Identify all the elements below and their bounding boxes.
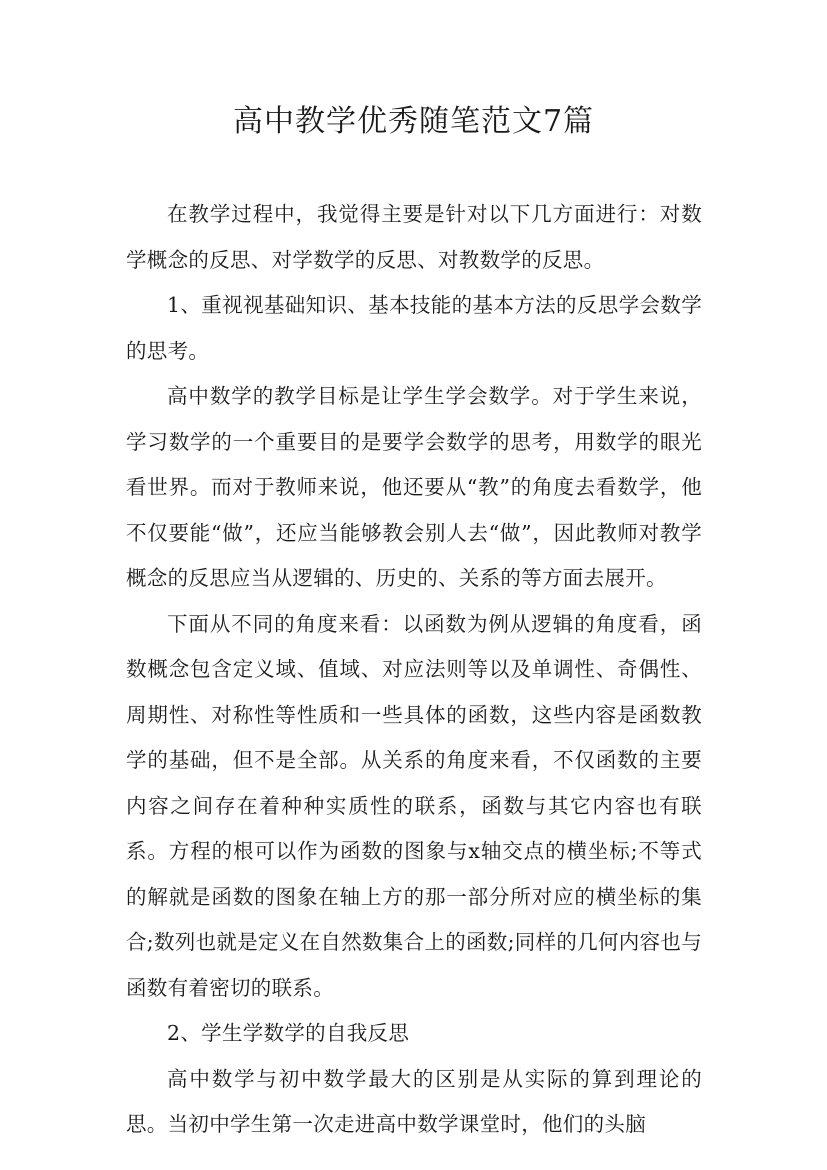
paragraph-heading-2: 2、学生学数学的自我反思 bbox=[167, 1021, 410, 1045]
document-body bbox=[126, 192, 702, 1148]
paragraph-teaching-goal: 高中数学的教学目标是让学生学会数学。对于学生来说，学习数学的一个重要目的是要学会数学的思考，用数学的眼光看世界。而对于教师来说，他还要从“教”的角度去看数学，他不仅要能“做”，还应当能够教会别人去“做”，因此教师对教学概念的反思应当从逻辑的、历史的、关系的等方面去展开。 bbox=[126, 384, 702, 590]
document-title: 高中教学优秀随笔范文7篇 bbox=[232, 104, 595, 139]
paragraph-heading-1: 1、重视视基础知识、基本技能的基本方法的反思学会数学的思考。 bbox=[126, 293, 702, 363]
paragraph-function-example: 下面从不同的角度来看：以函数为例从逻辑的角度看，函数概念包含定义域、值域、对应法则等以及单调性、奇偶性、周期性、对称性等性质和一些具体的函数，这些内容是函数教学的基础，但不是全部。从关系的角度来看，不仅函数的主要内容之间存在着种种实质性的联系，函数与其它内容也有联系。方程的根可以作为函数的图象与x轴交点的横坐标;不等式的解就是函数的图象在轴上方的那一部分所对应的横坐标的集合;数列也就是定义在自然数集合上的函数;同样的几何内容也与函数有着密切的联系。 bbox=[126, 611, 703, 1000]
paragraph-intro: 在教学过程中，我觉得主要是针对以下几方面进行：对数学概念的反思、对学数学的反思、对教数学的反思。 bbox=[126, 202, 702, 272]
paragraph-high-vs-middle: 高中数学与初中数学最大的区别是从实际的算到理论的思。当初中学生第一次走进高中数学课堂时，他们的头脑 bbox=[126, 1066, 702, 1136]
